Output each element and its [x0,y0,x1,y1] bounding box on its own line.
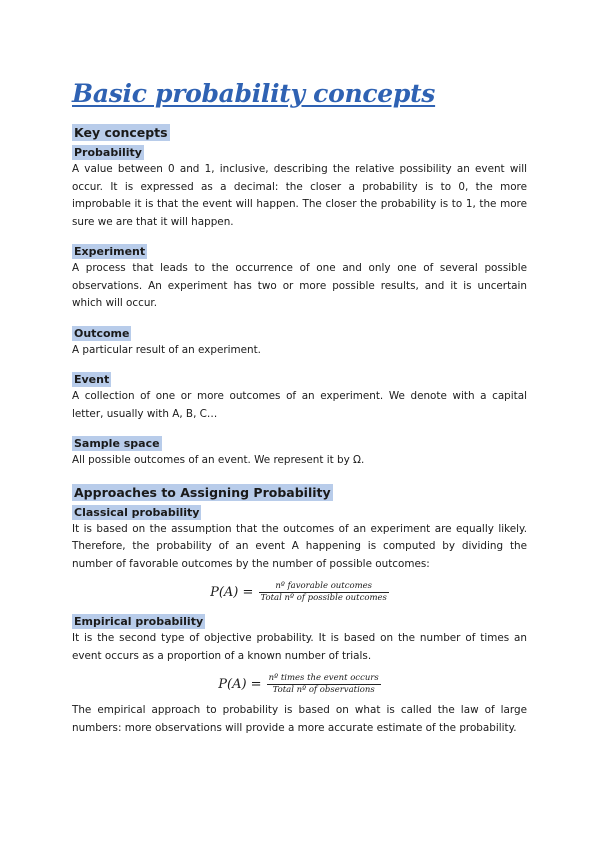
concept-definition: A process that leads to the occurrence of one and only one of several possible observations. An experiment has two or more possible results, and it is uncertain which will occur. [72,262,527,309]
formula-lhs: P(A) = [210,585,254,600]
empirical-formula [72,673,527,696]
empirical-term: Empirical probability [74,615,204,628]
concept-definition: A particular result of an experiment. [72,343,261,356]
formula-fraction [259,581,389,604]
concept-sample-space [72,432,527,470]
concept-term: Outcome [74,326,130,340]
concept-term: Sample space [74,437,160,450]
formula-fraction [267,673,381,696]
key-concepts-heading: Key concepts [74,125,168,140]
concept-probability [72,141,527,231]
formula-numerator: nº times the event occurs [268,673,379,683]
empirical-definition: It is the second type of objective probability. It is based on the number of times an event occurs as a proportion of a known number of trials. [72,632,527,662]
page-title: Basic probability concepts [72,79,436,108]
concept-definition: A collection of one or more outcomes of an experiment. We denote with a capital letter, usually with A, B, C… [72,390,527,420]
classical-formula [72,581,527,604]
concept-definition: A value between 0 and 1, inclusive, describing the relative possibility an event will occur. It is expressed as a decimal: the closer a probability is to 0, the more improbable it is that the event will happen. The closer the probability is to 1, the more sure we are that it will happen. [72,163,527,228]
formula-numerator: nº favorable outcomes [259,581,389,593]
concept-term: Probability [74,146,142,159]
concept-event [72,368,527,423]
concept-term: Event [74,373,110,386]
classical-term: Classical probability [74,505,200,519]
formula-denominator: Total nº of observations [272,685,375,695]
formula-denominator: Total nº of possible outcomes [260,593,387,603]
document-page [72,78,527,737]
empirical-probability [72,610,527,737]
concept-outcome [72,322,527,360]
approaches-heading: Approaches to Assigning Probability [74,484,331,500]
concept-definition: All possible outcomes of an event. We represent it by Ω. [72,454,365,466]
approaches-section [72,482,527,738]
classical-probability [72,501,527,605]
key-concepts-section [72,122,527,470]
classical-definition: It is based on the assumption that the outcomes of an experiment are equally likely. Therefore, the probability of an event A happening is computed by dividing the number of favorable outcomes by the number of possible outcomes: [72,522,527,570]
formula-lhs: P(A) = [218,677,262,692]
concept-term: Experiment [74,245,146,258]
empirical-law-of-large-numbers: The empirical approach to probability is based on what is called the law of large numbers: more observations will provide a more accurate estimate of the probability. [72,704,527,734]
concept-experiment [72,240,527,313]
